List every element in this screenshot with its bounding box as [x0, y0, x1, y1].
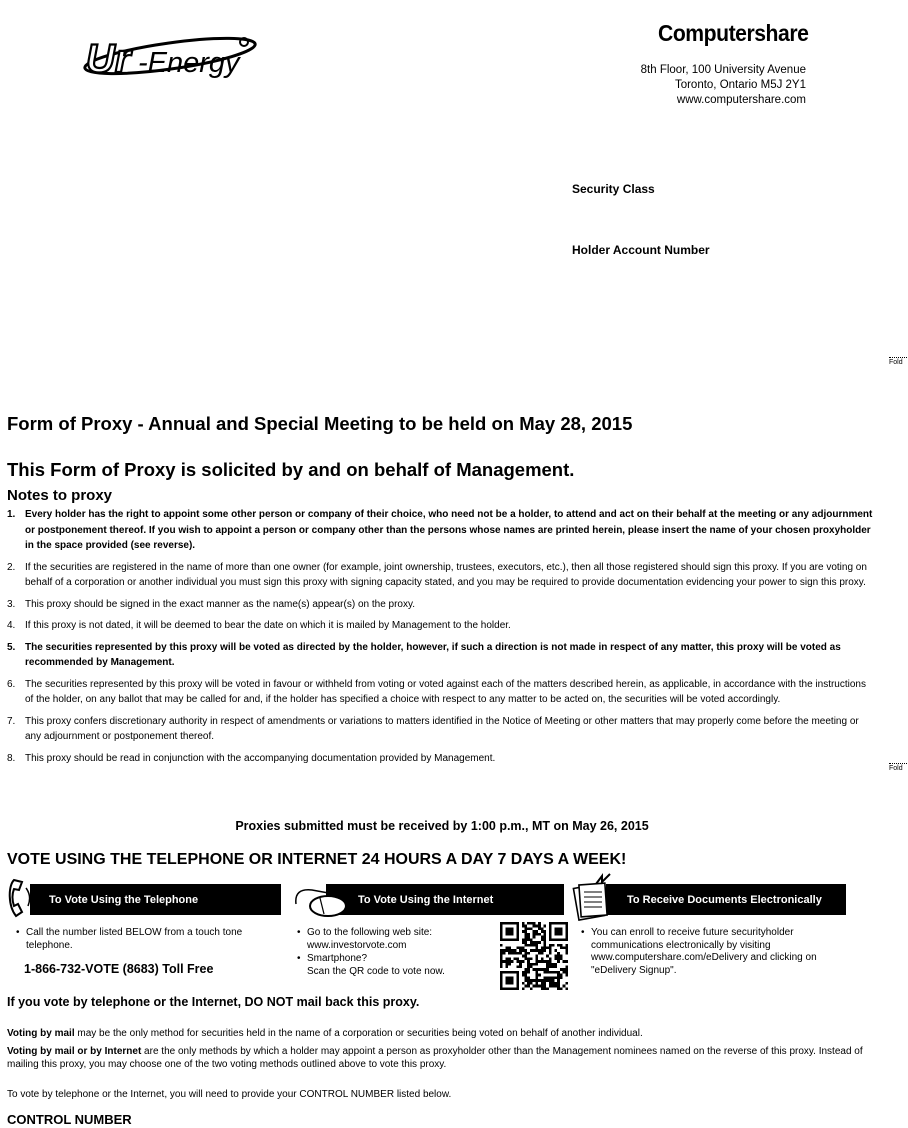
ur-energy-logo — [72, 22, 272, 86]
internet-banner-title: To Vote Using the Internet — [358, 893, 494, 906]
note-item: 8. This proxy should be read in conjunction with the accompanying documentation provided by Management. — [7, 752, 496, 764]
address-line: 8th Floor, 100 University Avenue — [640, 64, 806, 76]
notes-list — [7, 507, 875, 772]
electronic-banner — [606, 884, 846, 915]
investorvote-link[interactable]: www.investorvote.com — [307, 939, 407, 951]
note-item: 5. The securities represented by this proxy will be voted as directed by the holder, however, if such a direction is not made in respect of any matter, this proxy will be voted as recommended by Management. — [7, 641, 841, 668]
vote-heading: VOTE USING THE TELEPHONE OR INTERNET 24 HOURS A DAY 7 DAYS A WEEK! — [7, 851, 627, 868]
voting-by-mail-internet-note: Voting by mail or by Internet are the only methods by which a holder may appoint a person as proxyholder other than the Management nominees named on the reverse of this proxy. Instead of mailing this proxy, you may choose one of the two voting methods outlined above to vote this proxy. — [7, 1046, 863, 1070]
telephone-bullet: • Call the number listed BELOW from a touch tone telephone. — [16, 927, 246, 952]
control-number-instruction: To vote by telephone or the Internet, you will need to provide your CONTROL NUMBER listed below. — [7, 1089, 452, 1100]
telephone-banner — [30, 884, 281, 915]
fold-mark: Fold — [889, 357, 907, 367]
note-item: 1. Every holder has the right to appoint some other person or company of their choice, who need not be a holder, to attend and act on their behalf at the meeting or any adjournment or postponement thereof. If you wish to appoint a person or company other than the persons whose names are printed herein, please insert the name of your chosen proxyholder in the space provided (see reverse). — [7, 509, 873, 551]
note-item: 4. If this proxy is not dated, it will be deemed to bear the date on which it is mailed by Management to the holder. — [7, 620, 511, 631]
control-number-label: CONTROL NUMBER — [7, 1112, 132, 1127]
solicitation-heading: This Form of Proxy is solicited by and on behalf of Management. — [7, 459, 575, 480]
documents-icon — [572, 872, 618, 922]
note-item: 6. The securities represented by this proxy will be voted in favour or withheld from voting or voted against each of the matters described herein, as applicable, in accordance with the instructions of the holder, on any ballot that may be called for and, if the holder has specified a choice with respect to any matter to be acted on, the securities will be voted accordingly. — [7, 678, 866, 705]
mouse-icon — [290, 884, 350, 920]
voting-by-mail-note: Voting by mail may be the only method for securities held in the name of a corporation or securities being voted on behalf of another individual. — [7, 1028, 643, 1039]
internet-banner — [326, 884, 564, 915]
electronic-banner-title: To Receive Documents Electronically — [627, 893, 822, 906]
internet-bullet-website: • Go to the following web site: www.investorvote.com — [297, 927, 497, 952]
telephone-instructions — [16, 927, 246, 952]
notes-heading: Notes to proxy — [7, 487, 113, 504]
internet-bullet-smartphone: • Smartphone? Scan the QR code to vote now. — [297, 953, 497, 978]
svg-text:Ur: Ur — [86, 37, 131, 81]
computershare-logo: Computershare — [658, 20, 809, 46]
telephone-banner-title: To Vote Using the Telephone — [49, 893, 199, 906]
holder-account-number-label: Holder Account Number — [572, 243, 710, 257]
mail-warning: If you vote by telephone or the Internet, DO NOT mail back this proxy. — [7, 995, 420, 1009]
address-line: www.computershare.com — [676, 94, 806, 106]
note-item: 7. This proxy confers discretionary authority in respect of amendments or variations to matters identified in the Notice of Meeting or other matters that may properly come before the meeting or any adjournment or postponement thereof. — [7, 715, 859, 742]
telephone-icon — [6, 876, 40, 920]
address-line: Toronto, Ontario M5J 2Y1 — [674, 79, 806, 91]
internet-instructions — [297, 927, 497, 978]
electronic-instructions — [581, 927, 831, 977]
proxy-deadline: Proxies submitted must be received by 1:00 p.m., MT on May 26, 2015 — [235, 819, 649, 833]
security-class-label: Security Class — [572, 182, 655, 196]
registrar-address — [641, 63, 806, 108]
form-title: Form of Proxy - Annual and Special Meeting to be held on May 28, 2015 — [7, 413, 633, 434]
note-item: 2. If the securities are registered in the name of more than one owner (for example, joint ownership, trustees, executors, etc.), then all those registered should sign this proxy. If you are voting on behalf of a corporation or another individual you must sign this proxy with signing capacity stated, and you may be required to provide documentation evidencing your power to sign this proxy. — [7, 561, 867, 588]
qr-code[interactable] — [500, 922, 568, 990]
note-item: 3. This proxy should be signed in the exact manner as the name(s) appear(s) on the proxy. — [7, 598, 416, 610]
phone-number[interactable]: 1-866-732-VOTE (8683) Toll Free — [24, 962, 214, 976]
fold-mark: Fold — [889, 763, 907, 773]
electronic-bullet: • You can enroll to receive future securityholder communications electronically by visiting www.computershare.com/eDelivery and clicking on "eDelivery Signup". — [581, 927, 831, 977]
svg-text:-Energy: -Energy — [138, 47, 240, 79]
